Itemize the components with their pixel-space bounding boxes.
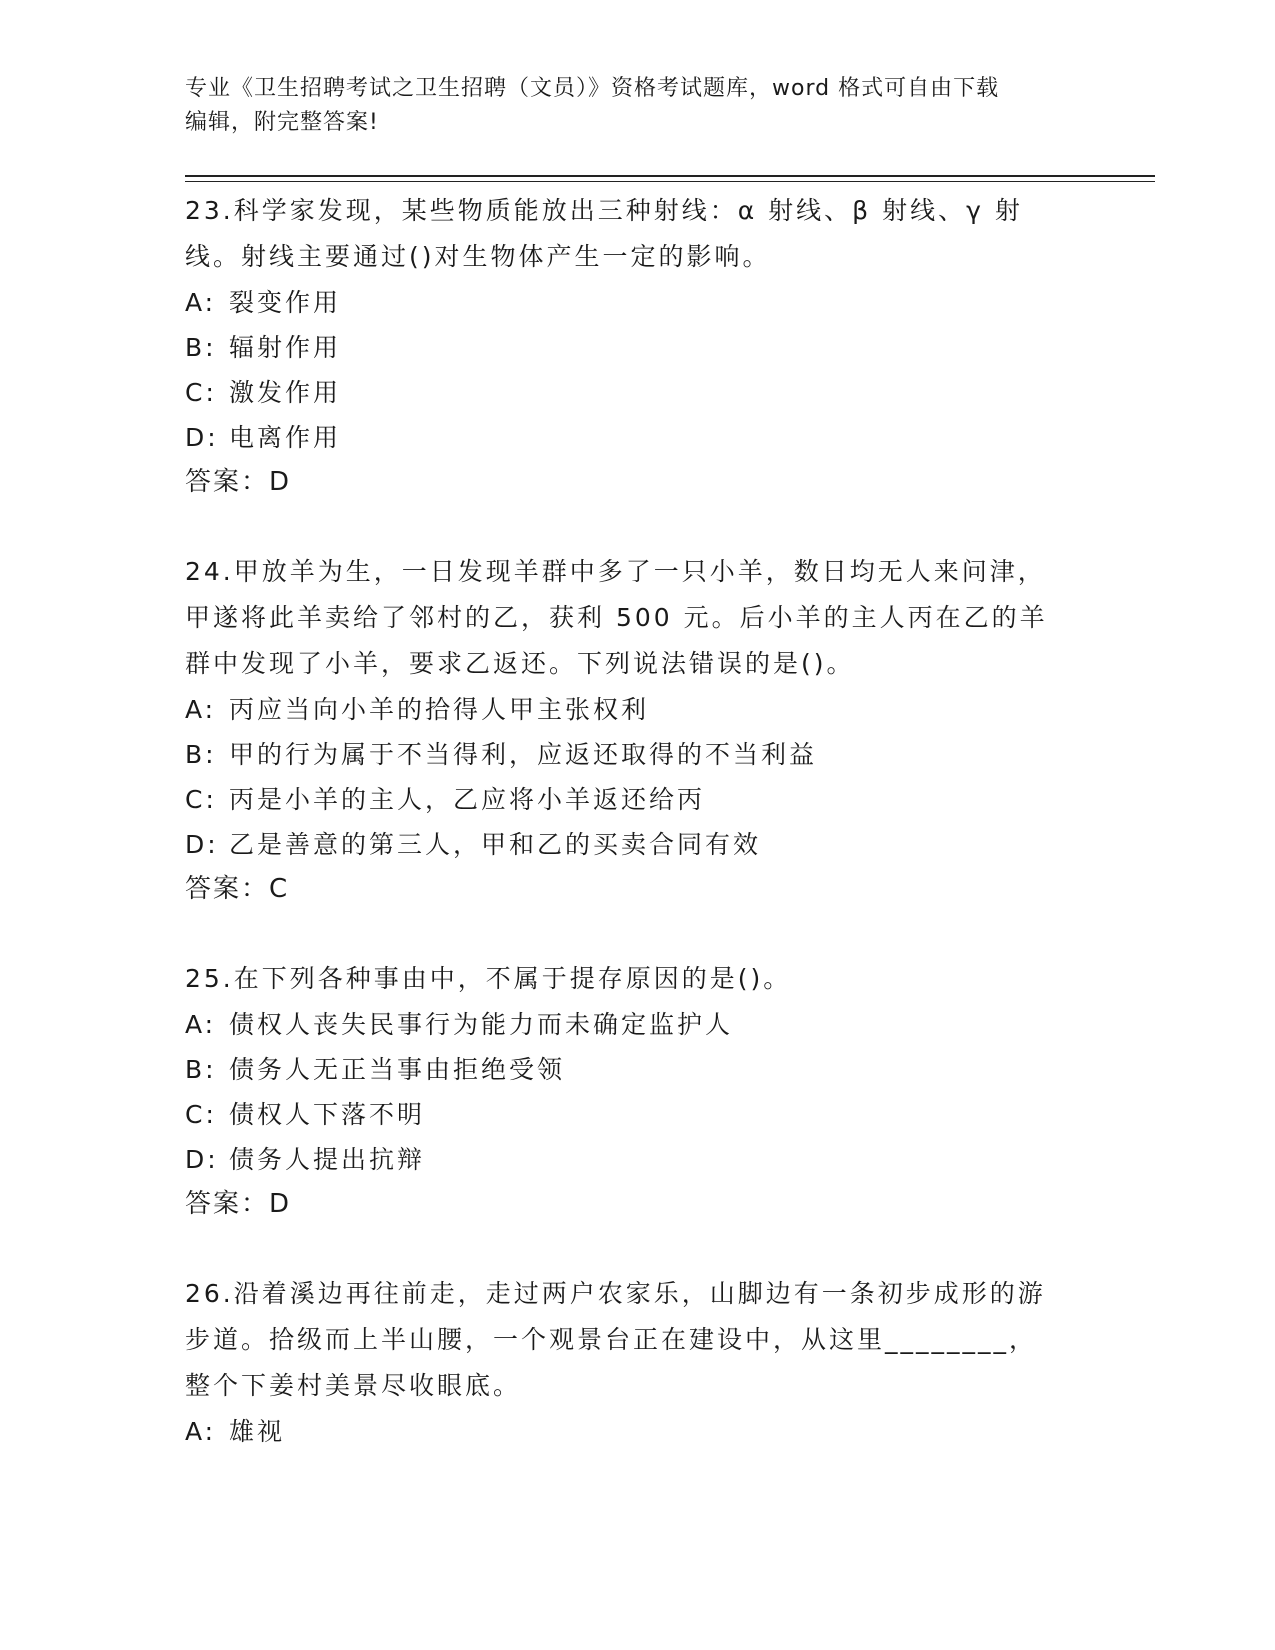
header-line-2: 编辑，附完整答案! [185, 110, 379, 135]
option-c [185, 1092, 1085, 1137]
option-text: 丙应当向小羊的拾得人甲主张权利 [229, 695, 650, 724]
question-stem-line: 线。射线主要通过()对生物体产生一定的影响。 [185, 242, 771, 271]
answer-line: 答案：D [185, 1189, 292, 1219]
document-header [185, 72, 1085, 140]
option-letter: D: [185, 1145, 219, 1174]
option-a [185, 687, 1085, 732]
option-text: 债权人丧失民事行为能力而未确定监护人 [229, 1010, 734, 1039]
option-c [185, 777, 1085, 822]
question-24 [185, 549, 1085, 912]
option-letter: B: [185, 1055, 217, 1084]
header-divider-thin [185, 181, 1155, 182]
option-letter: C: [185, 1100, 217, 1129]
option-text: 裂变作用 [229, 288, 342, 317]
option-a [185, 1409, 1085, 1454]
option-text: 乙是善意的第三人，甲和乙的买卖合同有效 [229, 830, 762, 859]
option-text: 债务人无正当事由拒绝受领 [229, 1055, 566, 1084]
option-a [185, 280, 1085, 325]
question-25 [185, 956, 1085, 1227]
option-d [185, 822, 1085, 867]
option-text: 雄视 [229, 1417, 286, 1446]
question-stem-line: 甲遂将此羊卖给了邻村的乙，获利 500 元。后小羊的主人丙在乙的羊 [185, 603, 1048, 632]
question-stem-line: 23.科学家发现，某些物质能放出三种射线：α 射线、β 射线、γ 射 [185, 196, 1023, 225]
question-stem-line: 24.甲放羊为生，一日发现羊群中多了一只小羊，数日均无人来问津， [185, 557, 1046, 586]
option-b [185, 1047, 1085, 1092]
answer-line: 答案：C [185, 874, 290, 904]
option-letter: D: [185, 830, 219, 859]
option-text: 激发作用 [229, 378, 342, 407]
option-letter: B: [185, 740, 217, 769]
option-letter: B: [185, 333, 217, 362]
question-stem-line: 群中发现了小羊，要求乙返还。下列说法错误的是()。 [185, 649, 855, 678]
option-text: 债权人下落不明 [229, 1100, 426, 1129]
question-stem-line: 步道。拾级而上半山腰，一个观景台正在建设中，从这里________， [185, 1325, 1038, 1354]
question-list [185, 188, 1085, 1498]
option-letter: A: [185, 288, 217, 317]
option-letter: A: [185, 1010, 217, 1039]
option-b [185, 732, 1085, 777]
option-letter: C: [185, 378, 217, 407]
answer-line: 答案：D [185, 467, 292, 497]
question-stem-line: 整个下姜村美景尽收眼底。 [185, 1371, 522, 1400]
option-c [185, 370, 1085, 415]
option-letter: A: [185, 695, 217, 724]
option-a [185, 1002, 1085, 1047]
question-stem-line: 26.沿着溪边再往前走，走过两户农家乐，山脚边有一条初步成形的游 [185, 1279, 1046, 1308]
option-text: 辐射作用 [229, 333, 342, 362]
option-letter: C: [185, 785, 217, 814]
option-d [185, 415, 1085, 460]
question-26 [185, 1271, 1085, 1454]
header-line-1: 专业《卫生招聘考试之卫生招聘（文员）》资格考试题库，word 格式可自由下载 [185, 76, 1000, 101]
header-divider-thick [185, 175, 1155, 177]
option-b [185, 325, 1085, 370]
option-text: 丙是小羊的主人，乙应将小羊返还给丙 [229, 785, 706, 814]
option-text: 甲的行为属于不当得利，应返还取得的不当利益 [229, 740, 818, 769]
question-23 [185, 188, 1085, 505]
option-letter: D: [185, 423, 219, 452]
option-d [185, 1137, 1085, 1182]
question-stem-line: 25.在下列各种事由中，不属于提存原因的是()。 [185, 964, 792, 993]
option-text: 债务人提出抗辩 [229, 1145, 426, 1174]
option-text: 电离作用 [229, 423, 342, 452]
option-letter: A: [185, 1417, 217, 1446]
